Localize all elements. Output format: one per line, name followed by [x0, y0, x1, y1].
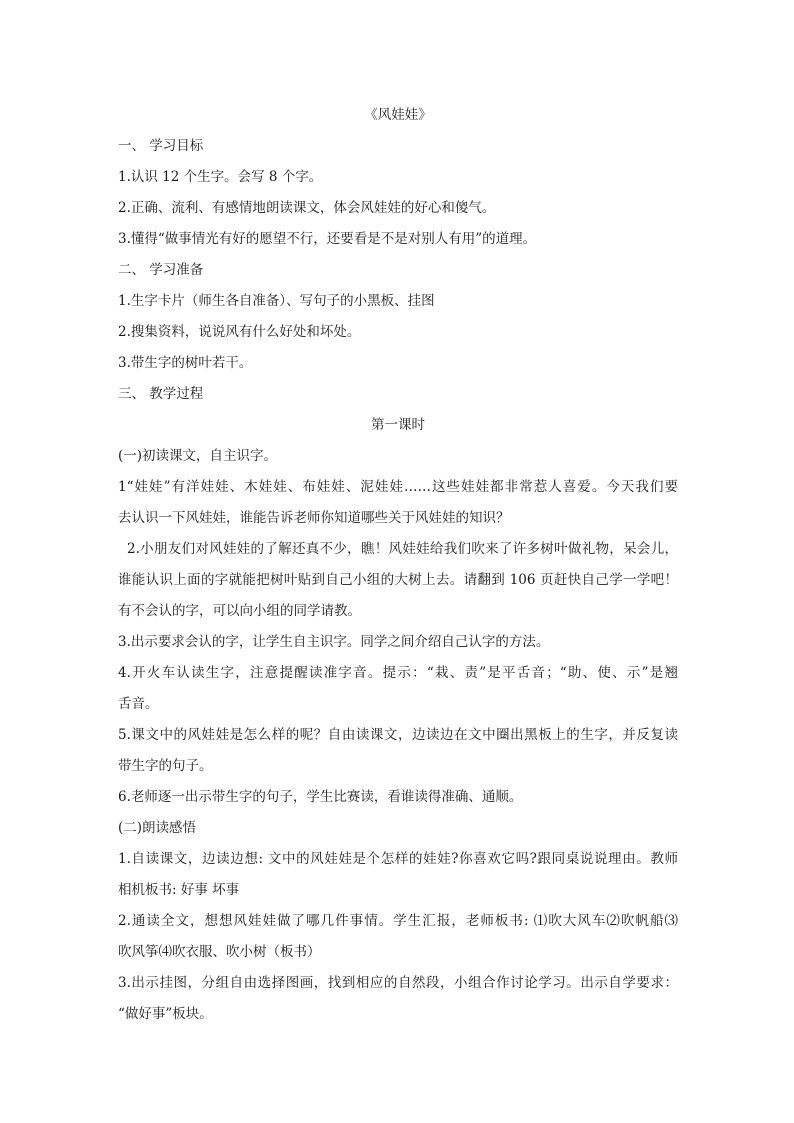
paragraph-line: 吹风筝⑷吹衣服、吹小树（板书） — [118, 944, 321, 960]
paragraph-line: 5.课文中的风娃娃是怎么样的呢？自由读课文，边读边在文中圈出黑板上的生字，并反复读 — [118, 727, 678, 743]
preparation-item: 1.生字卡片（师生各自准备）、写句子的小黑板、挂图 — [118, 293, 435, 309]
paragraph-line: 4.开火车认读生字，注意提醒读准字音。提示：“栽、责”是平舌音；“助、使、示”是翘 — [118, 665, 678, 681]
paragraph-line: 1.自读课文，边读边想: 文中的风娃娃是个怎样的娃娃?你喜欢它吗?跟同桌说说理由。教师 — [118, 851, 678, 867]
paragraph-line: 带生字的句子。 — [118, 758, 213, 774]
paragraph-line: “做好事”板块。 — [118, 1006, 213, 1022]
paragraph-line: 3.出示要求会认的字，让学生自主识字。同学之间介绍自己认字的方法。 — [118, 634, 550, 650]
paragraph-line: 有不会认的字，可以向小组的同学请教。 — [118, 603, 361, 619]
paragraph-line: 谁能认识上面的字就能把树叶贴到自己小组的大树上去。请翻到 106 页赶快自己学一学吧！ — [118, 572, 678, 588]
objective-item: 3.懂得“做事情光有好的愿望不行，还要看是不是对别人有用”的道理。 — [118, 231, 537, 247]
paragraph-line: 2.小朋友们对风娃娃的了解还真不少，瞧！风娃娃给我们吹来了许多树叶做礼物，呆会儿， — [127, 541, 678, 557]
document-title: 《风娃娃》 — [364, 107, 432, 123]
objective-item: 2.正确、流利、有感情地朗读课文，体会风娃娃的好心和傻气。 — [118, 200, 496, 216]
paragraph-line: 相机板书: 好事 坏事 — [118, 882, 240, 898]
paragraph-line: 6.老师逐一出示带生字的句子，学生比赛读，看谁读得准确、通顺。 — [118, 789, 523, 805]
section-heading: 一、 学习目标 — [118, 138, 204, 154]
subsection-heading: (二)朗读感悟 — [118, 820, 197, 836]
paragraph-line: 去认识一下风娃娃，谁能告诉老师你知道哪些关于风娃娃的知识？ — [118, 510, 510, 526]
section-heading: 二、 学习准备 — [118, 262, 204, 278]
subsection-heading: (一)初读课文，自主识字。 — [118, 448, 278, 464]
preparation-item: 3.带生字的树叶若干。 — [118, 355, 253, 371]
document-body — [118, 100, 678, 1030]
objective-item: 1.认识 12 个生字。会写 8 个字。 — [118, 169, 323, 185]
paragraph-line: 2.通读全文，想想风娃娃做了哪几件事情。学生汇报，老师板书: ⑴吹大风车⑵吹帆船⑶ — [118, 913, 678, 929]
lesson-title: 第一课时 — [371, 417, 425, 433]
paragraph-line: 1“娃娃”有洋娃娃、木娃娃、布娃娃、泥娃娃……这些娃娃都非常惹人喜爱。今天我们要 — [118, 479, 678, 495]
section-heading: 三、 教学过程 — [118, 386, 204, 402]
paragraph-line: 舌音。 — [118, 696, 159, 712]
paragraph-line: 3.出示挂图，分组自由选择图画，找到相应的自然段，小组合作讨论学习。出示自学要求： — [118, 975, 678, 991]
preparation-item: 2.搜集资料，说说风有什么好处和坏处。 — [118, 324, 361, 340]
